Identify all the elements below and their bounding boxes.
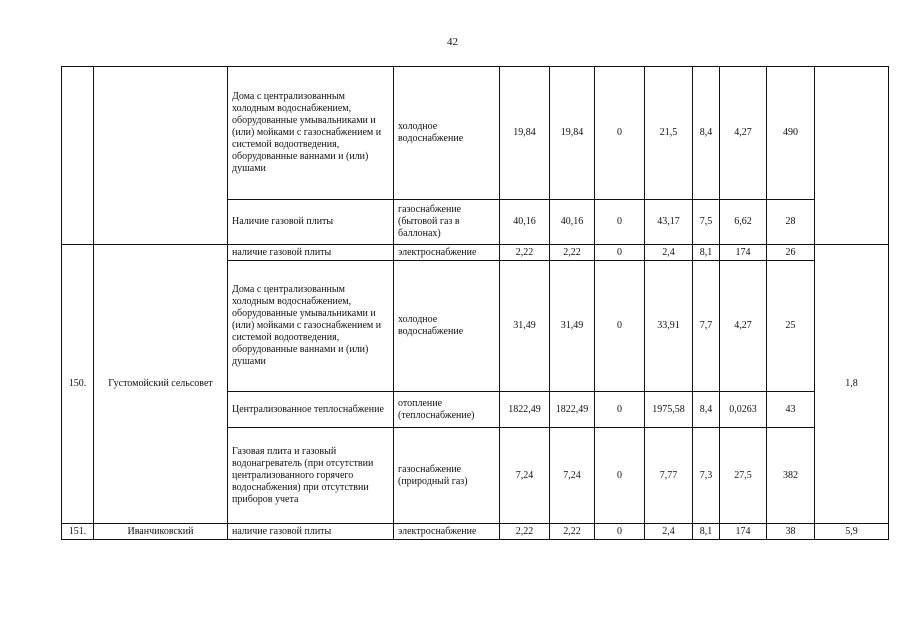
value-cell: 0: [595, 245, 645, 261]
value-cell: 8,4: [693, 392, 720, 428]
value-cell: 1822,49: [500, 392, 550, 428]
service-cell: холодное водоснабжение: [394, 67, 500, 200]
value-cell: 4,27: [720, 67, 767, 200]
value-cell: 26: [767, 245, 815, 261]
value-cell: 7,3: [693, 428, 720, 524]
value-cell: 7,24: [550, 428, 595, 524]
value-cell: 174: [720, 245, 767, 261]
row-number-cell: [62, 67, 94, 245]
coefficient-cell: [815, 67, 889, 245]
housing-type-cell: Газовая плита и газовый водонагреватель (при отсутствии централизованного горячего водоснабжения) при отсутствии приборов учета: [228, 428, 394, 524]
value-cell: 2,4: [645, 245, 693, 261]
value-cell: 8,4: [693, 67, 720, 200]
value-cell: 40,16: [500, 200, 550, 245]
value-cell: 7,7: [693, 261, 720, 392]
row-number-cell: 150.: [62, 245, 94, 524]
value-cell: 0,0263: [720, 392, 767, 428]
value-cell: 0: [595, 261, 645, 392]
municipality-cell: Густомойский сельсовет: [94, 245, 228, 524]
value-cell: 7,77: [645, 428, 693, 524]
row-number-cell: 151.: [62, 524, 94, 540]
value-cell: 8,1: [693, 245, 720, 261]
value-cell: 21,5: [645, 67, 693, 200]
value-cell: 174: [720, 524, 767, 540]
value-cell: 31,49: [550, 261, 595, 392]
coefficient-cell: 5,9: [815, 524, 889, 540]
value-cell: 43: [767, 392, 815, 428]
value-cell: 2,22: [550, 245, 595, 261]
value-cell: 0: [595, 428, 645, 524]
value-cell: 25: [767, 261, 815, 392]
housing-type-cell: наличие газовой плиты: [228, 524, 394, 540]
table-row: [62, 67, 889, 200]
service-cell: холодное водоснабжение: [394, 261, 500, 392]
service-cell: электроснабжение: [394, 245, 500, 261]
table-row: [62, 245, 889, 261]
value-cell: 1975,58: [645, 392, 693, 428]
value-cell: 382: [767, 428, 815, 524]
value-cell: 0: [595, 200, 645, 245]
value-cell: 27,5: [720, 428, 767, 524]
value-cell: 1822,49: [550, 392, 595, 428]
value-cell: 2,22: [550, 524, 595, 540]
housing-type-cell: наличие газовой плиты: [228, 245, 394, 261]
value-cell: 40,16: [550, 200, 595, 245]
value-cell: 7,5: [693, 200, 720, 245]
value-cell: 490: [767, 67, 815, 200]
value-cell: 19,84: [500, 67, 550, 200]
value-cell: 6,62: [720, 200, 767, 245]
value-cell: 4,27: [720, 261, 767, 392]
tariff-table: [61, 66, 889, 540]
housing-type-cell: Наличие газовой плиты: [228, 200, 394, 245]
coefficient-cell: 1,8: [815, 245, 889, 524]
value-cell: 31,49: [500, 261, 550, 392]
service-cell: отопление (теплоснабжение): [394, 392, 500, 428]
value-cell: 7,24: [500, 428, 550, 524]
service-cell: газоснабжение (природный газ): [394, 428, 500, 524]
value-cell: 8,1: [693, 524, 720, 540]
value-cell: 28: [767, 200, 815, 245]
municipality-cell: Иванчиковский: [94, 524, 228, 540]
housing-type-cell: Централизованное теплоснабжение: [228, 392, 394, 428]
table-row: [62, 524, 889, 540]
value-cell: 19,84: [550, 67, 595, 200]
value-cell: 38: [767, 524, 815, 540]
value-cell: 0: [595, 67, 645, 200]
service-cell: газоснабжение (бытовой газ в баллонах): [394, 200, 500, 245]
value-cell: 43,17: [645, 200, 693, 245]
housing-type-cell: Дома с централизованным холодным водоснабжением, оборудованные умывальниками и (или) мойками с газоснабжением и системой водоотведения, оборудованные ваннами и (или) душами: [228, 261, 394, 392]
value-cell: 0: [595, 392, 645, 428]
service-cell: электроснабжение: [394, 524, 500, 540]
page-number: 42: [447, 36, 458, 48]
value-cell: 33,91: [645, 261, 693, 392]
value-cell: 0: [595, 524, 645, 540]
municipality-cell: [94, 67, 228, 245]
housing-type-cell: Дома с централизованным холодным водоснабжением, оборудованные умывальниками и (или) мойками с газоснабжением и системой водоотведения, оборудованные ваннами и (или) душами: [228, 67, 394, 200]
value-cell: 2,4: [645, 524, 693, 540]
value-cell: 2,22: [500, 245, 550, 261]
value-cell: 2,22: [500, 524, 550, 540]
